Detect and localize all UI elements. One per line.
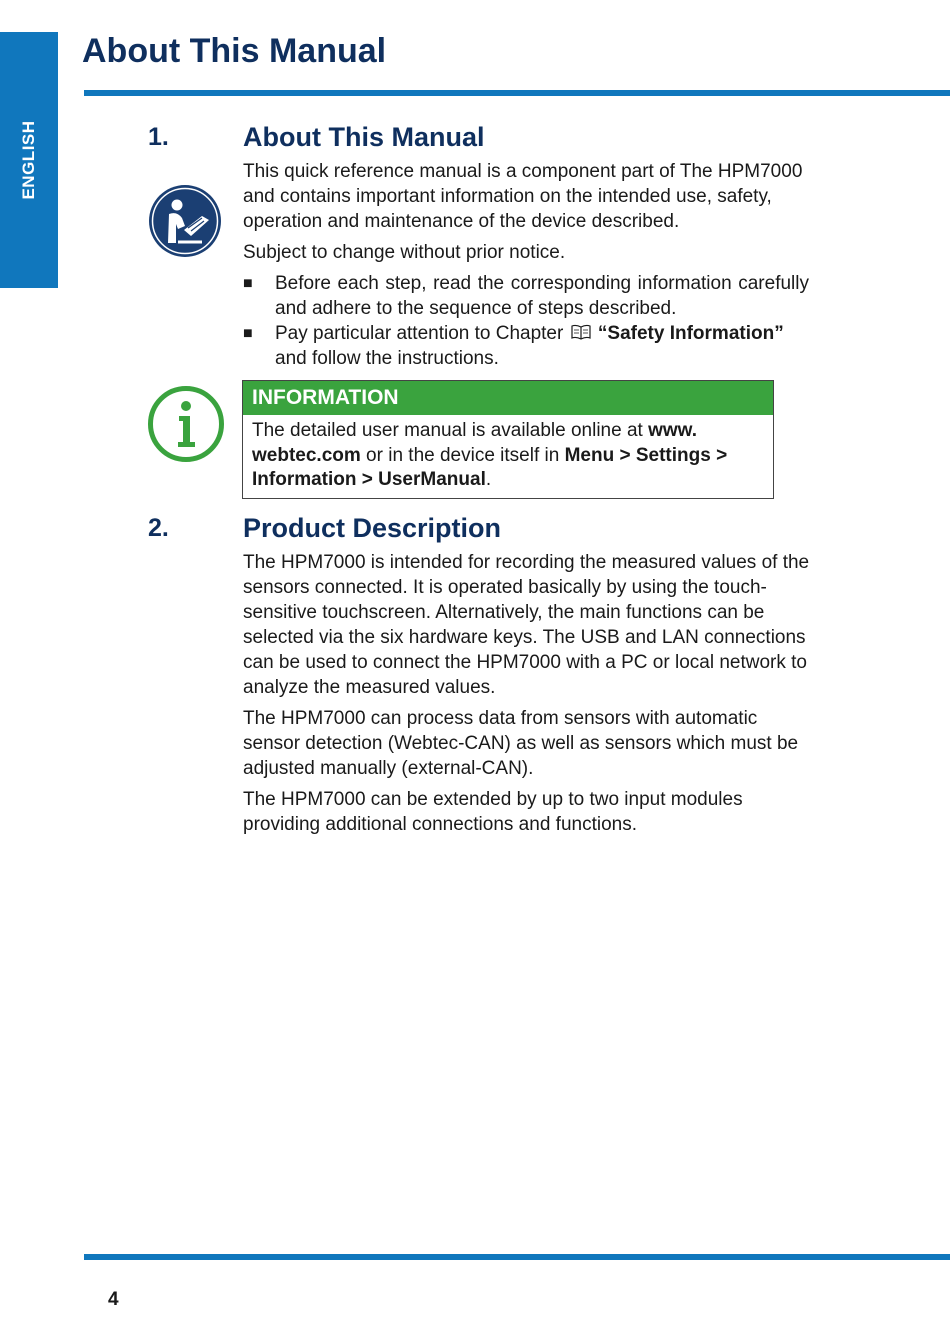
- page-title: About This Manual: [82, 32, 387, 70]
- language-tab: [0, 32, 58, 288]
- information-icon: [147, 385, 225, 463]
- chapter-reference[interactable]: “Safety Information”: [597, 323, 784, 344]
- section-2-paragraph-3: The HPM7000 can be extended by up to two input modules providing additional connections and functions.: [243, 789, 743, 835]
- bullet-text: [275, 321, 809, 371]
- information-text-part: The detailed user manual is available online at: [252, 420, 649, 441]
- section-1-notice: Subject to change without prior notice.: [243, 242, 566, 263]
- section-1-number: 1.: [148, 123, 169, 151]
- section-1-intro: This quick reference manual is a component part of The HPM7000 and contains important information on the intended use, safety, operation and maintenance of the device described.: [243, 161, 803, 232]
- header-divider: [84, 90, 950, 96]
- menu-path: Menu > Settings > Information > UserManual: [252, 444, 728, 490]
- section-2-paragraph-1: The HPM7000 is intended for recording the measured values of the sensors connected. It is operated basically by using the touch-sensitive touchscreen. Alternatively, the main functions can be selected via the six hardware keys. The USB and LAN connections can be used to connect the HPM7000 with a PC or local network to analyze the measured values.: [243, 552, 810, 698]
- list-item: [243, 271, 809, 321]
- bullet-mark: ■: [243, 325, 253, 342]
- bullet-text: Before each step, read the corresponding information carefully and adhere to the sequence of steps described.: [275, 273, 809, 319]
- information-text-part: .: [485, 469, 492, 490]
- read-manual-icon: [148, 184, 222, 258]
- bullet-mark: ■: [243, 275, 253, 292]
- website-link[interactable]: www. webtec.com: [252, 420, 697, 466]
- information-heading: INFORMATION: [243, 381, 773, 415]
- page-number: 4: [108, 1289, 119, 1310]
- bullet-text-prefix: Pay particular attention to Chapter: [275, 323, 564, 344]
- information-text: [243, 415, 773, 498]
- information-text-part: or in the device itself in: [360, 444, 565, 466]
- footer-divider: [84, 1254, 950, 1260]
- information-box: [242, 380, 774, 499]
- list-item: [243, 321, 809, 371]
- book-reference-icon: [571, 324, 591, 341]
- section-1-title: About This Manual: [243, 122, 485, 152]
- section-2-paragraph-2: The HPM7000 can process data from sensors with automatic sensor detection (Webtec-CAN) as well as sensors which must be adjusted manually (external-CAN).: [243, 708, 799, 779]
- section-2-number: 2.: [148, 514, 169, 542]
- language-label: ENGLISH: [19, 120, 38, 200]
- section-2-title: Product Description: [243, 513, 502, 543]
- bullet-text-suffix: and follow the instructions.: [275, 348, 499, 369]
